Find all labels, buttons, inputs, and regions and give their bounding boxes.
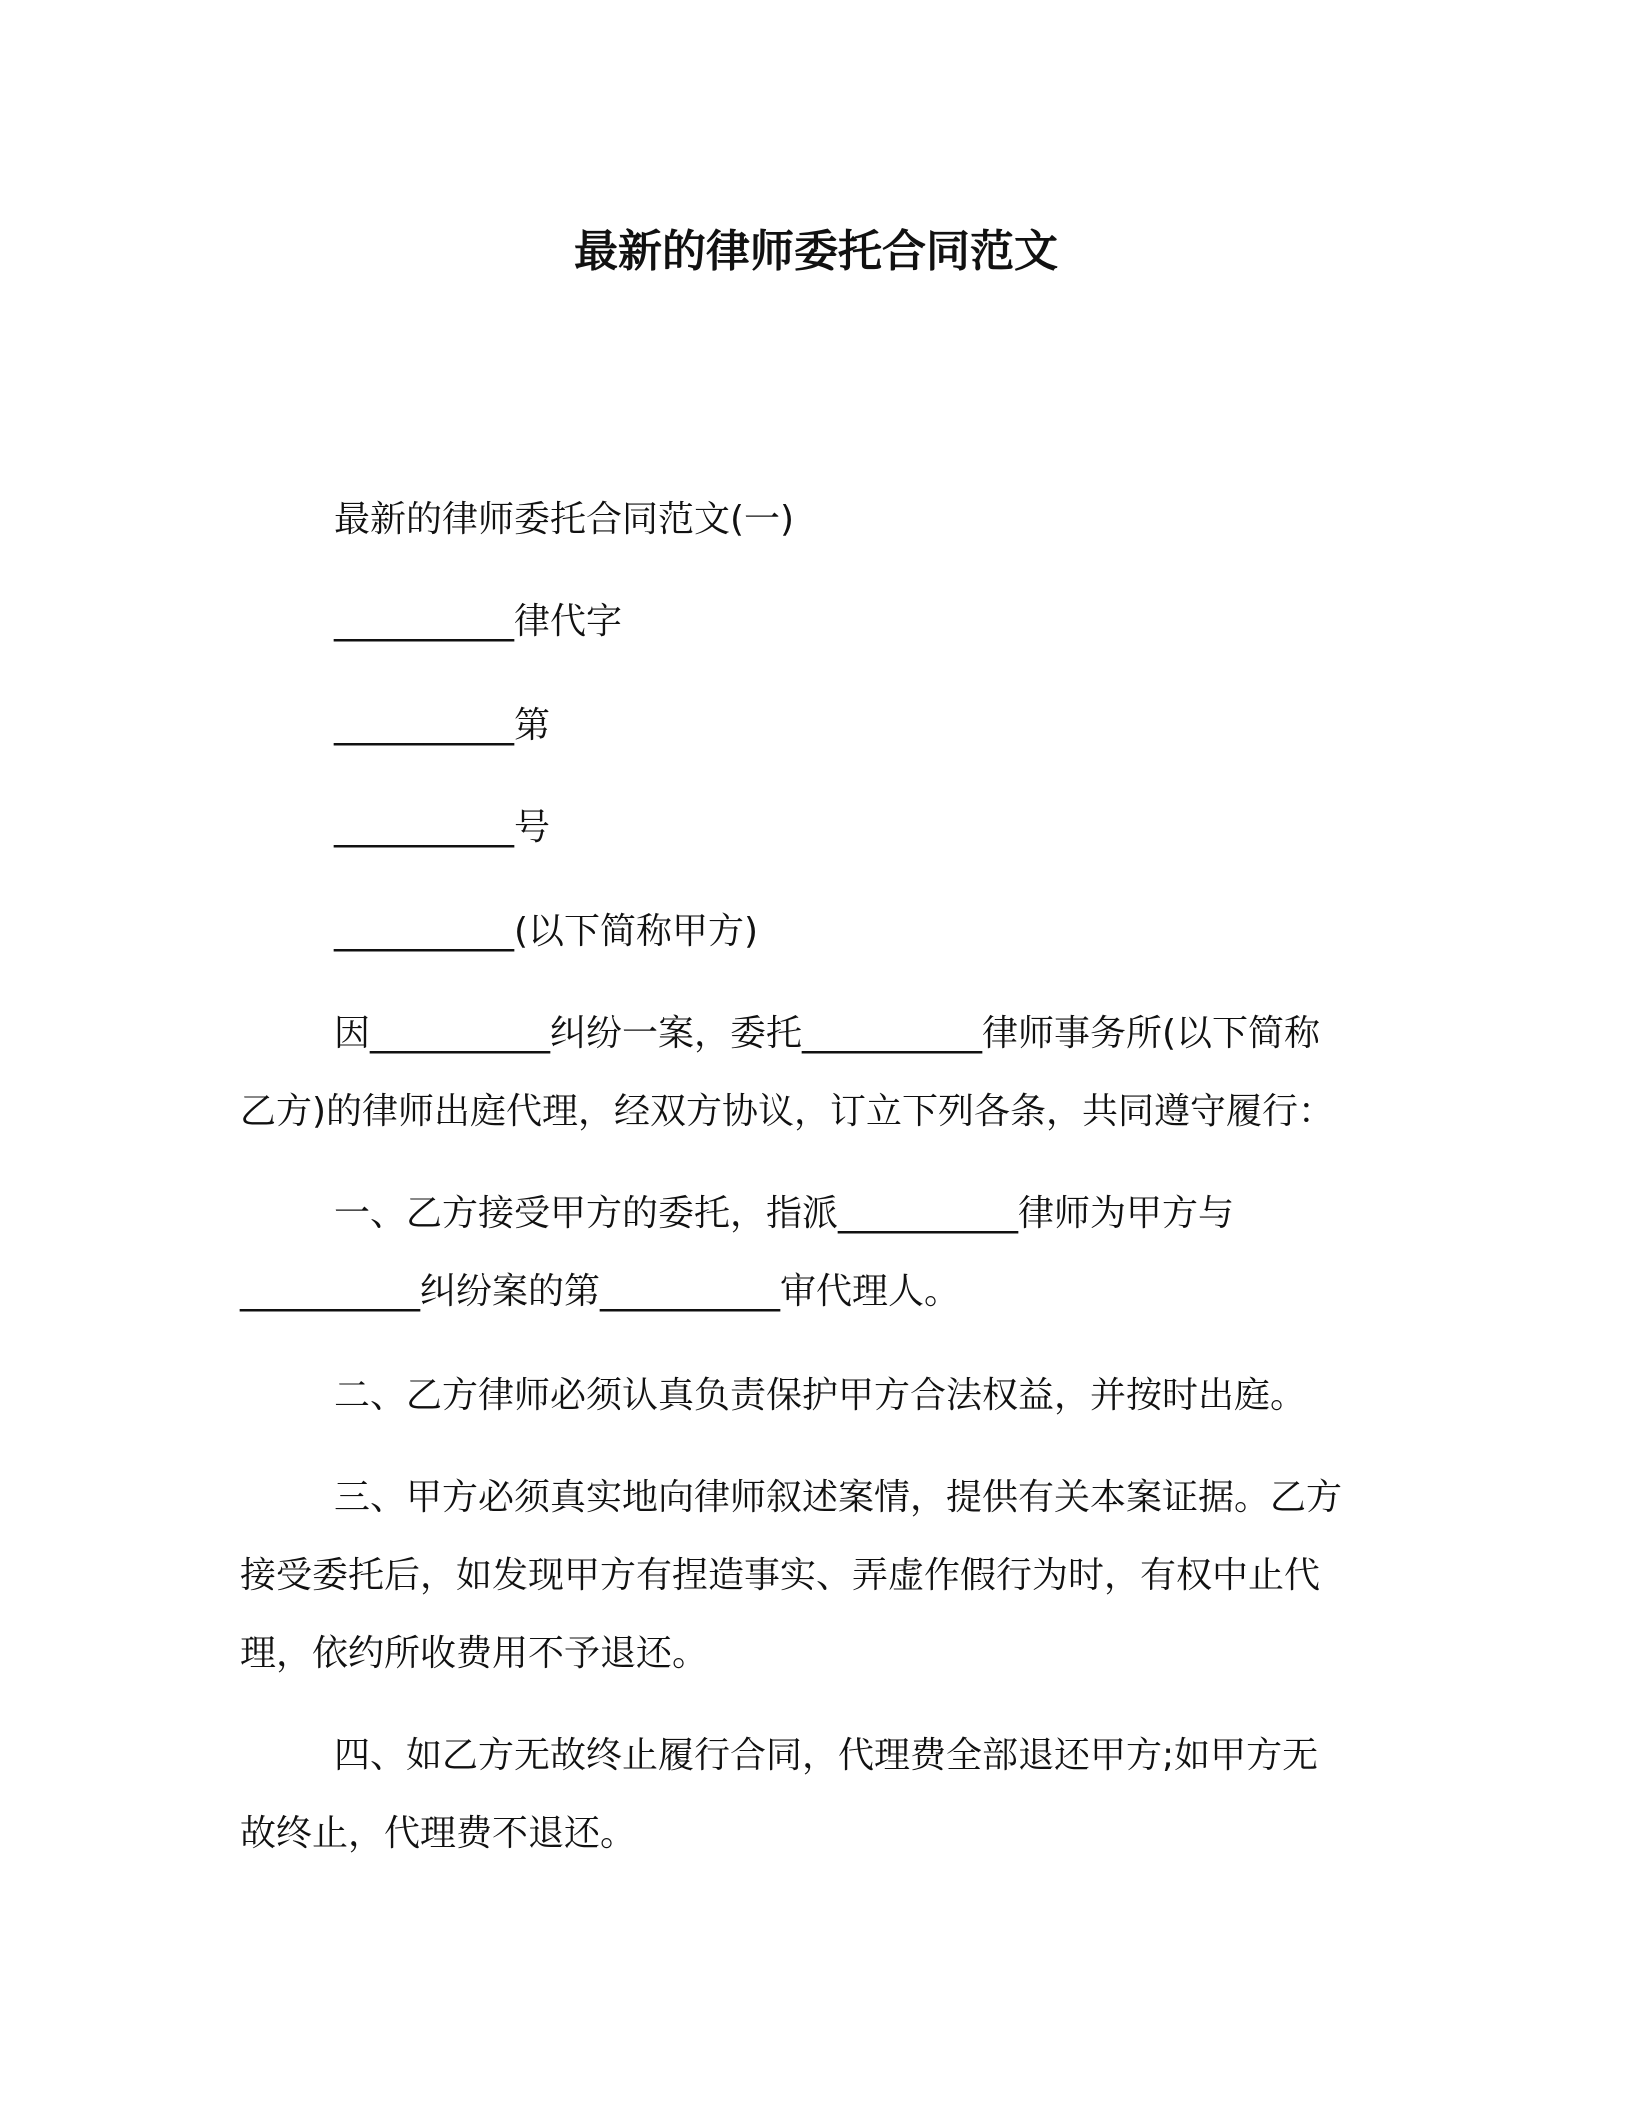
intro-paragraph-line-2: 乙方)的律师出庭代理，经双方协议，订立下列各条，共同遵守履行： <box>240 1091 1335 1132</box>
party-a-field: __________(以下简称甲方) <box>334 911 759 952</box>
intro-paragraph-line-1: 因__________纠纷一案，委托__________律师事务所(以下简称 <box>334 1013 1321 1054</box>
clause-3-line-3: 理，依约所收费用不予退还。 <box>240 1633 709 1674</box>
contract-number-field: __________号 <box>334 807 551 848</box>
document-title: 最新的律师委托合同范文 <box>574 226 1058 277</box>
clause-1-line-1: 一、乙方接受甲方的委托，指派__________律师为甲方与 <box>334 1193 1235 1234</box>
contract-subtitle: 最新的律师委托合同范文(一) <box>334 499 795 540</box>
clause-3-line-1: 三、甲方必须真实地向律师叙述案情，提供有关本案证据。乙方 <box>334 1477 1343 1518</box>
contract-code-field: __________律代字 <box>334 601 623 642</box>
clause-1-line-2: __________纠纷案的第__________审代理人。 <box>240 1271 961 1312</box>
clause-2-line-1: 二、乙方律师必须认真负责保护甲方合法权益，并按时出庭。 <box>334 1375 1307 1416</box>
contract-order-field: __________第 <box>334 705 551 746</box>
clause-4-line-1: 四、如乙方无故终止履行合同，代理费全部退还甲方;如甲方无 <box>334 1735 1319 1776</box>
clause-3-line-2: 接受委托后，如发现甲方有捏造事实、弄虚作假行为时，有权中止代 <box>240 1555 1321 1596</box>
clause-4-line-2: 故终止，代理费不退还。 <box>240 1813 637 1854</box>
